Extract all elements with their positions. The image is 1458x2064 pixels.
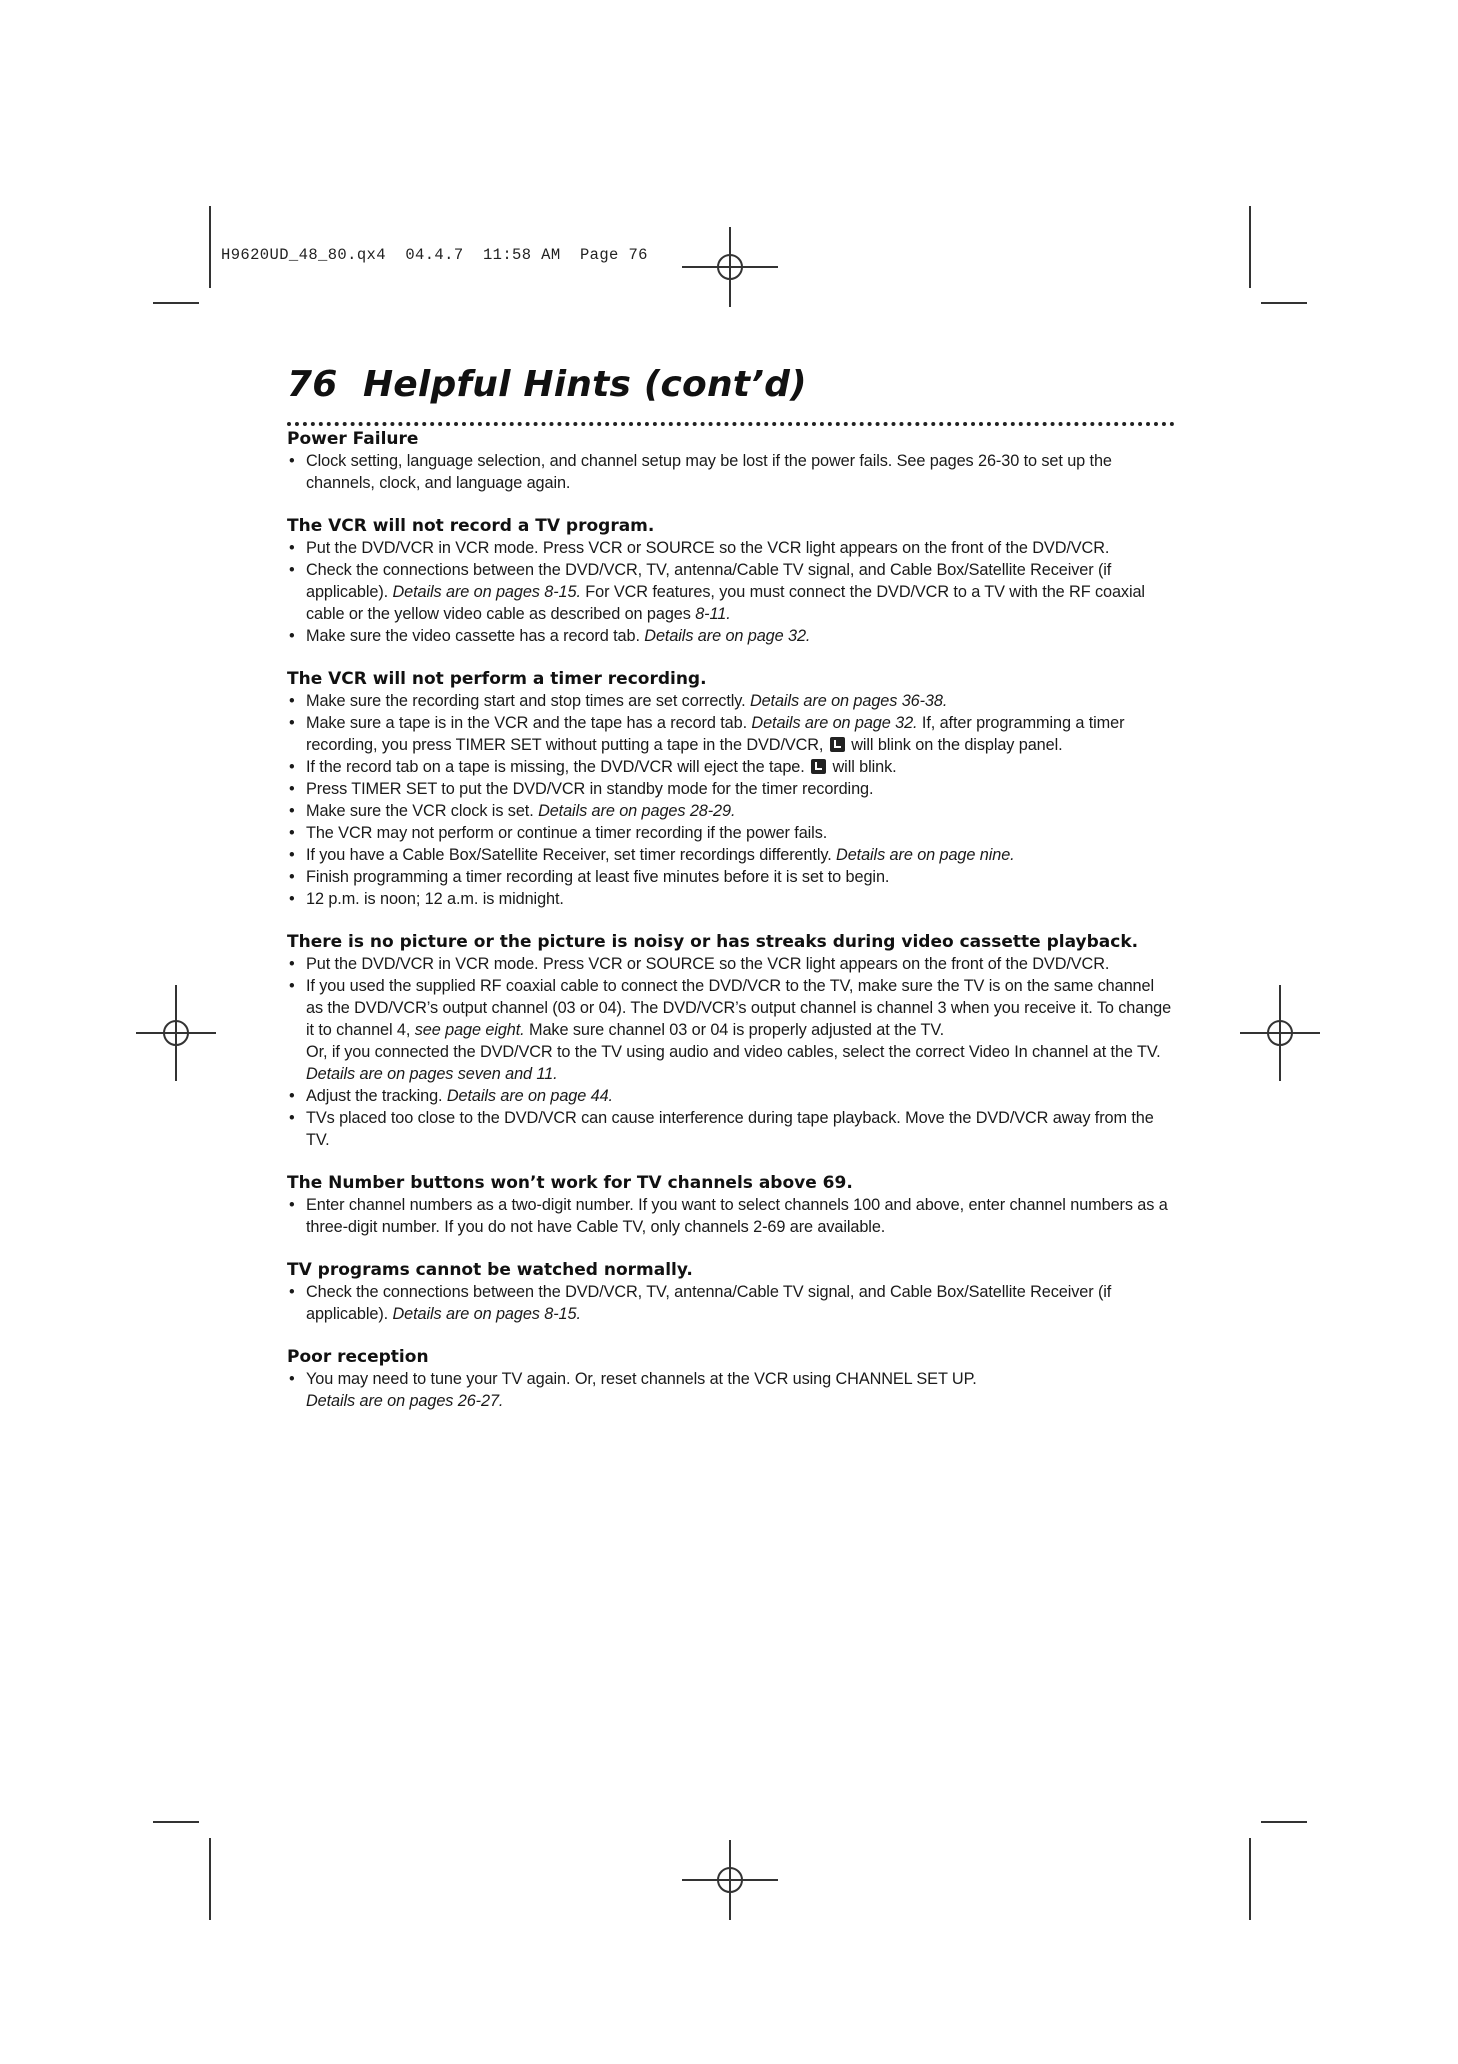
hint-item xyxy=(287,1281,1175,1325)
hint-section xyxy=(287,1346,1175,1412)
bullet: • xyxy=(289,977,295,995)
crop-mark xyxy=(1249,1838,1251,1920)
hint-text: For VCR features, you must connect the DVD/VCR to a TV with the RF coaxial cable or the yellow video cable as described on pages xyxy=(306,583,1145,623)
hint-text: If you used the supplied RF coaxial cable to connect the DVD/VCR to the TV, make sure the TV is on the same channel as the DVD/VCR’s output channel (03 or 04). The DVD/VCR’s output channel is channel 3 when you receive it. To change it to channel 4, xyxy=(306,977,1172,1039)
timer-icon xyxy=(830,737,845,752)
hint-text: Finish programming a timer recording at least five minutes before it is set to begin. xyxy=(306,868,890,886)
hint-list xyxy=(287,953,1175,1151)
bullet: • xyxy=(289,868,295,886)
bullet: • xyxy=(289,452,295,470)
crop-mark xyxy=(209,1838,211,1920)
bullet: • xyxy=(289,1109,295,1127)
print-slug: H9620UD_48_80.qx4 04.4.7 11:58 AM Page 76 xyxy=(221,246,648,264)
page-reference: Details are on page 32. xyxy=(751,714,918,732)
hint-item xyxy=(287,712,1175,756)
page-reference: 8-11. xyxy=(695,605,731,623)
section-title: The Number buttons won’t work for TV channels above 69. xyxy=(287,1173,853,1193)
bullet: • xyxy=(289,1087,295,1105)
bullet: • xyxy=(289,890,295,908)
page-number: 76 xyxy=(287,364,338,405)
section-title: The VCR will not perform a timer recording. xyxy=(287,669,707,689)
hint-item xyxy=(287,975,1175,1085)
hints-content xyxy=(287,428,1175,1433)
crop-mark xyxy=(1261,1821,1307,1823)
hint-list xyxy=(287,1281,1175,1325)
hint-item xyxy=(287,866,1175,888)
hint-item xyxy=(287,559,1175,625)
hint-text: The VCR may not perform or continue a timer recording if the power fails. xyxy=(306,824,828,842)
crop-mark xyxy=(153,1821,199,1823)
crop-mark xyxy=(153,302,199,304)
hint-text: Or, if you connected the DVD/VCR to the TV using audio and video cables, select the correct Video In channel at the TV. xyxy=(306,1043,1161,1061)
hint-text: You may need to tune your TV again. Or, reset channels at the VCR using CHANNEL SET UP. xyxy=(306,1370,977,1388)
page-reference: see page eight. xyxy=(414,1021,525,1039)
bullet: • xyxy=(289,692,295,710)
hint-item xyxy=(287,537,1175,559)
hint-list xyxy=(287,450,1175,494)
hint-section xyxy=(287,428,1175,494)
page-reference: Details are on pages 8-15. xyxy=(392,583,581,601)
hint-text: will blink on the display panel. xyxy=(846,736,1063,754)
bullet: • xyxy=(289,1196,295,1214)
hint-text: Make sure the VCR clock is set. xyxy=(306,802,539,820)
section-title: Power Failure xyxy=(287,429,419,449)
hint-item xyxy=(287,625,1175,647)
hint-list xyxy=(287,690,1175,910)
hint-text: Put the DVD/VCR in VCR mode. Press VCR or SOURCE so the VCR light appears on the front of the DVD/VCR. xyxy=(306,955,1110,973)
hint-list xyxy=(287,1368,1175,1412)
hint-text: 12 p.m. is noon; 12 a.m. is midnight. xyxy=(306,890,564,908)
hint-section xyxy=(287,668,1175,910)
bullet: • xyxy=(289,561,295,579)
hint-text: Make sure the video cassette has a record tab. xyxy=(306,627,645,645)
bullet: • xyxy=(289,955,295,973)
hint-item xyxy=(287,1368,1175,1412)
hint-text: Put the DVD/VCR in VCR mode. Press VCR or SOURCE so the VCR light appears on the front of the DVD/VCR. xyxy=(306,539,1110,557)
hint-text: Check the connections between the DVD/VCR, TV, antenna/Cable TV signal, and Cable Box/Satellite Receiver (if applicable). xyxy=(306,561,1112,601)
timer-icon xyxy=(811,759,826,774)
hint-item xyxy=(287,888,1175,910)
page-reference: Details are on page 32. xyxy=(644,627,811,645)
hint-section xyxy=(287,1172,1175,1238)
hint-item xyxy=(287,756,1175,778)
hint-item xyxy=(287,1107,1175,1151)
crop-mark xyxy=(1261,302,1307,304)
bullet: • xyxy=(289,780,295,798)
hint-text: Make sure the recording start and stop times are set correctly. xyxy=(306,692,750,710)
hint-section xyxy=(287,931,1175,1151)
hint-list xyxy=(287,1194,1175,1238)
dotted-divider xyxy=(287,422,1175,426)
bullet: • xyxy=(289,627,295,645)
hint-text: Clock setting, language selection, and channel setup may be lost if the power fails. See pages 26-30 to set up the channels, clock, and language again. xyxy=(306,452,1112,492)
page-reference: Details are on page nine. xyxy=(836,846,1015,864)
bullet: • xyxy=(289,1370,295,1388)
registration-mark-left xyxy=(128,985,224,1081)
bullet: • xyxy=(289,1283,295,1301)
hint-text: will blink. xyxy=(828,758,897,776)
hint-item xyxy=(287,953,1175,975)
bullet: • xyxy=(289,714,295,732)
bullet: • xyxy=(289,758,295,776)
page-reference: Details are on pages 28-29. xyxy=(538,802,736,820)
page-reference: Details are on pages 36-38. xyxy=(749,692,948,710)
hint-text: If the record tab on a tape is missing, the DVD/VCR will eject the tape. xyxy=(306,758,810,776)
hint-item xyxy=(287,800,1175,822)
hint-item xyxy=(287,778,1175,800)
page-title xyxy=(287,364,807,405)
page-reference: Details are on pages 26-27. xyxy=(306,1392,504,1410)
page-reference: Details are on pages seven and 11. xyxy=(306,1065,558,1083)
hint-text: Enter channel numbers as a two-digit number. If you want to select channels 100 and above, enter channel numbers as a three-digit number. If you do not have Cable TV, only channels 2-69 are available. xyxy=(306,1196,1168,1236)
bullet: • xyxy=(289,846,295,864)
section-title: Poor reception xyxy=(287,1347,429,1367)
hint-item xyxy=(287,690,1175,712)
section-title: TV programs cannot be watched normally. xyxy=(287,1260,693,1280)
section-title: The VCR will not record a TV program. xyxy=(287,516,655,536)
page-title-text: Helpful Hints (cont’d) xyxy=(362,364,807,405)
hint-text: TVs placed too close to the DVD/VCR can cause interference during tape playback. Move the DVD/VCR away from the TV. xyxy=(306,1109,1154,1149)
hint-item xyxy=(287,822,1175,844)
section-title: There is no picture or the picture is noisy or has streaks during video cassette playback. xyxy=(287,932,1139,952)
hint-item xyxy=(287,450,1175,494)
hint-section xyxy=(287,1259,1175,1325)
hint-text: If you have a Cable Box/Satellite Receiver, set timer recordings differently. xyxy=(306,846,837,864)
hint-text: If, after programming a timer recording, you press TIMER SET without putting a tape in the DVD/VCR, xyxy=(306,714,1125,754)
hint-item xyxy=(287,1194,1175,1238)
hint-list xyxy=(287,537,1175,647)
hint-item xyxy=(287,844,1175,866)
hint-item xyxy=(287,1085,1175,1107)
hint-text: Adjust the tracking. xyxy=(306,1087,447,1105)
page-reference: Details are on pages 8-15. xyxy=(392,1305,581,1323)
registration-mark-bottom xyxy=(682,1832,778,1928)
crop-mark xyxy=(1249,206,1251,288)
hint-text: Press TIMER SET to put the DVD/VCR in standby mode for the timer recording. xyxy=(306,780,874,798)
bullet: • xyxy=(289,824,295,842)
hint-text: Make sure channel 03 or 04 is properly adjusted at the TV. xyxy=(524,1021,945,1039)
registration-mark-right xyxy=(1232,985,1328,1081)
registration-mark-top xyxy=(682,219,778,315)
crop-mark xyxy=(209,206,211,288)
hint-text: Make sure a tape is in the VCR and the tape has a record tab. xyxy=(306,714,752,732)
hint-text: Check the connections between the DVD/VCR, TV, antenna/Cable TV signal, and Cable Box/Satellite Receiver (if applicable). xyxy=(306,1283,1112,1323)
bullet: • xyxy=(289,539,295,557)
page-reference: Details are on page 44. xyxy=(446,1087,613,1105)
bullet: • xyxy=(289,802,295,820)
hint-section xyxy=(287,515,1175,647)
